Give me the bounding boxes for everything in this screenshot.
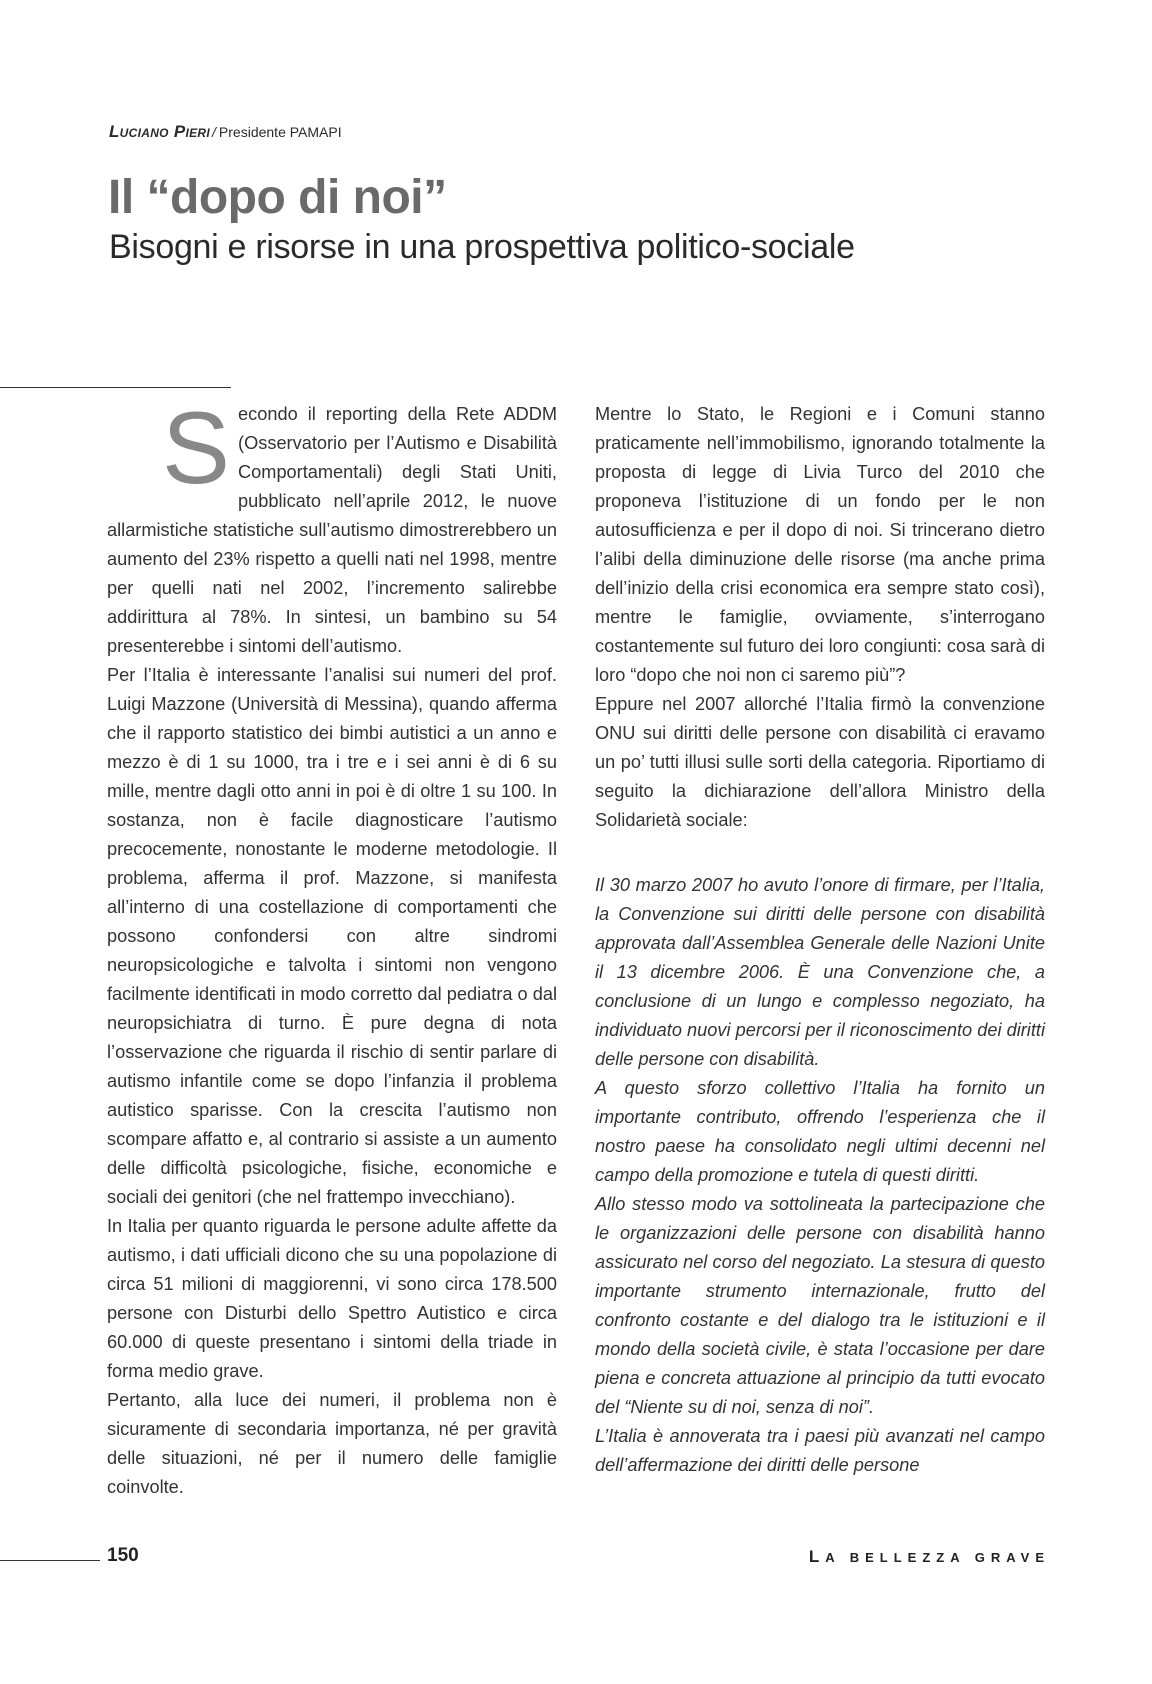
right-column bbox=[595, 400, 1045, 1480]
quote-paragraph: Allo stesso modo va sottolineata la partecipazione che le organizzazioni delle persone con disabilità hanno assicurato nel corso del negoziato. La stesura di questo importante strumento internazionale, frutto del confronto costante e del dialogo tra le istituzioni e il mondo della società civile, è stata l’occasione per dare piena e concreta attuazione al principio da tutti evocato del “Niente su di noi, senza di noi”. bbox=[595, 1194, 1045, 1417]
top-divider bbox=[0, 387, 231, 388]
paragraph: Pertanto, alla luce dei numeri, il problema non è sicuramente di secondaria importanza, né per gravità delle situazioni, né per il numero delle famiglie coinvolte. bbox=[107, 1390, 557, 1497]
author-role: Presidente PAMAPI bbox=[218, 124, 342, 140]
minister-quote bbox=[595, 871, 1045, 1480]
paragraph: In Italia per quanto riguarda le persone adulte affette da autismo, i dati ufficiali dicono che su una popolazione di circa 51 milioni di maggiorenni, vi sono circa 178.500 persone con Disturbi dello Spettro Autistico e circa 60.000 di queste presentano i sintomi della triade in forma medio grave. bbox=[107, 1216, 557, 1381]
paragraph bbox=[107, 391, 557, 661]
drop-cap: S bbox=[162, 391, 231, 505]
byline-separator: / bbox=[212, 124, 216, 140]
paragraph: Eppure nel 2007 allorché l’Italia firmò la convenzione ONU sui diritti delle persone con disabilità ci eravamo un po’ tutti illusi sulle sorti della categoria. Riportiamo di seguito la dichiarazione dell’allora Ministro della Solidarietà sociale: bbox=[595, 694, 1045, 830]
article-title: Il “dopo di noi” bbox=[108, 171, 447, 224]
footer-divider bbox=[0, 1560, 100, 1561]
book-title bbox=[809, 1547, 1050, 1567]
left-column bbox=[107, 391, 557, 1502]
article-subtitle: Bisogni e risorse in una prospettiva politico-sociale bbox=[109, 228, 855, 266]
book-title-rest: A BELLEZZA GRAVE bbox=[825, 1550, 1050, 1565]
paragraph-text: econdo il reporting della Rete ADDM (Osservatorio per l’Autismo e Disabilità Comportamentali) degli Stati Uniti, pubblicato nell’aprile 2012, le nuove allarmistiche statistiche sull’autismo dimostrerebbero un aumento del 23% rispetto a quelli nati nel 1998, mentre per quelli nati nel 2002, l’incremento salirebbe addirittura al 78%. In sintesi, un bambino su 54 presenterebbe i sintomi dell’autismo. bbox=[107, 404, 557, 656]
quote-paragraph: Il 30 marzo 2007 ho avuto l’onore di firmare, per l’Italia, la Convenzione sui diritti delle persone con disabilità approvata dall’Assemblea Generale delle Nazioni Unite il 13 dicembre 2006. È una Convenzione che, a conclusione di un lungo e complesso negoziato, ha individuato nuovi percorsi per il riconoscimento dei diritti delle persone con disabilità. bbox=[595, 875, 1045, 1069]
quote-paragraph: L’Italia è annoverata tra i paesi più avanzati nel campo dell’affermazione dei diritti delle persone bbox=[595, 1426, 1045, 1475]
author-name: Luciano Pieri bbox=[109, 122, 211, 141]
paragraph: Per l’Italia è interessante l’analisi sui numeri del prof. Luigi Mazzone (Università di Messina), quando afferma che il rapporto statistico dei bimbi autistici a un anno e mezzo è di 1 su 1000, tra i tre e i sei anni è di 6 su mille, mentre dagli otto anni in poi è di oltre 1 su 100. In sostanza, non è facile diagnosticare l’autismo precocemente, nonostante le moderne metodologie. Il problema, afferma il prof. Mazzone, si manifesta all’interno di una costellazione di comportamenti che possono confondersi con altre sindromi neuropsicologiche e talvolta i sintomi non vengono facilmente identificati in modo corretto dal pediatra o dal neuropsichiatra di turno. È pure degna di nota l’osservazione che riguarda il rischio di sentir parlare di autismo infantile come se dopo l’infanzia il problema autistico sparisse. Con la crescita l’autismo non scompare affatto e, al contrario si assiste a un aumento delle difficoltà psicologiche, fisiche, economiche e sociali dei genitori (che nel frattempo invecchiano). bbox=[107, 665, 557, 1207]
byline bbox=[109, 122, 342, 142]
page-number: 150 bbox=[107, 1545, 139, 1566]
quote-paragraph: A questo sforzo collettivo l’Italia ha fornito un importante contributo, offrendo l’esperienza che il nostro paese ha consolidato negli ultimi decenni nel campo della promozione e tutela di questi diritti. bbox=[595, 1078, 1045, 1185]
paragraph: Mentre lo Stato, le Regioni e i Comuni stanno praticamente nell’immobilismo, ignorando totalmente la proposta di legge di Livia Turco del 2010 che proponeva l’istituzione di un fondo per le non autosufficienza e per il dopo di noi. Si trincerano dietro l’alibi della diminuzione delle risorse (ma anche prima dell’inizio della crisi economica era sempre stato così), mentre le famiglie, ovviamente, s’interrogano costantemente sul futuro dei loro congiunti: cosa sarà di loro “dopo che noi non ci saremo più”? bbox=[595, 404, 1045, 685]
book-title-initial: L bbox=[808, 1547, 826, 1566]
